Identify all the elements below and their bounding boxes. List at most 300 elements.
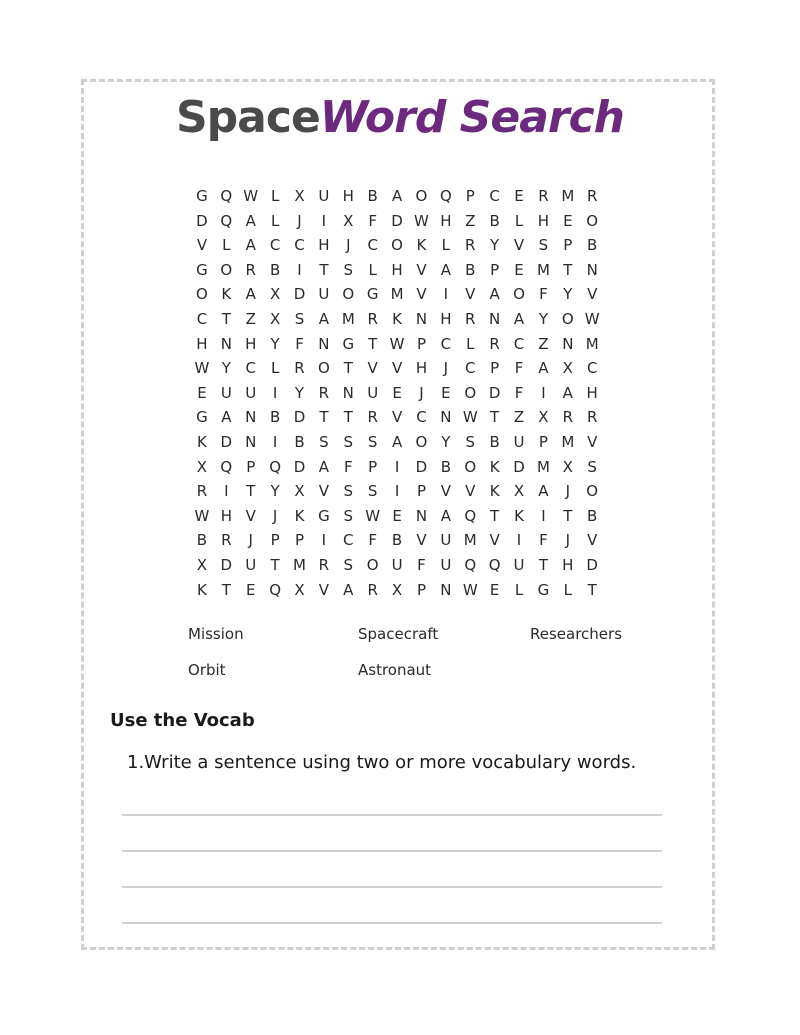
grid-letter[interactable]: V xyxy=(416,285,428,304)
grid-letter[interactable]: S xyxy=(465,432,476,451)
grid-letter[interactable]: M xyxy=(561,187,575,205)
grid-letter[interactable]: J xyxy=(565,531,571,550)
grid-letter[interactable]: W xyxy=(365,506,381,525)
grid-letter[interactable]: S xyxy=(319,432,330,451)
grid-letter[interactable]: L xyxy=(563,580,573,599)
grid-letter[interactable]: N xyxy=(562,334,574,353)
grid-letter[interactable]: H xyxy=(562,555,574,574)
grid-letter[interactable]: X xyxy=(294,187,306,205)
grid-letter[interactable]: H xyxy=(586,383,599,402)
grid-letter[interactable]: L xyxy=(222,236,232,255)
grid-letter[interactable]: V xyxy=(440,482,452,501)
grid-letter[interactable]: W xyxy=(243,187,259,205)
grid-letter[interactable]: I xyxy=(541,383,547,402)
grid-letter[interactable]: H xyxy=(440,309,452,328)
writing-line[interactable] xyxy=(122,886,662,888)
grid-letter[interactable]: I xyxy=(394,457,400,476)
grid-letter[interactable]: A xyxy=(562,383,574,402)
grid-letter[interactable]: G xyxy=(196,260,209,279)
grid-letter[interactable]: N xyxy=(440,580,452,599)
grid-letter[interactable]: R xyxy=(367,408,379,427)
grid-letter[interactable]: V xyxy=(416,531,428,550)
writing-line[interactable] xyxy=(122,922,662,924)
grid-letter[interactable]: I xyxy=(321,531,327,550)
grid-letter[interactable]: N xyxy=(342,383,355,402)
grid-letter[interactable]: K xyxy=(197,432,208,451)
grid-letter[interactable]: V xyxy=(391,359,403,378)
grid-letter[interactable]: V xyxy=(587,285,598,304)
grid-letter[interactable]: W xyxy=(462,580,479,599)
grid-letter[interactable]: M xyxy=(585,334,600,353)
grid-letter[interactable]: M xyxy=(293,555,307,574)
grid-letter[interactable]: H xyxy=(537,211,550,230)
grid-letter[interactable]: X xyxy=(538,408,550,427)
grid-letter[interactable]: P xyxy=(538,432,549,451)
grid-letter[interactable]: N xyxy=(415,506,428,525)
grid-letter[interactable]: E xyxy=(514,260,525,279)
grid-letter[interactable]: F xyxy=(368,211,378,230)
grid-letter[interactable]: B xyxy=(269,408,281,427)
grid-letter[interactable]: S xyxy=(343,432,354,451)
grid-letter[interactable]: J xyxy=(565,482,571,501)
grid-letter[interactable]: R xyxy=(294,359,306,378)
grid-letter[interactable]: C xyxy=(489,187,501,205)
grid-letter[interactable]: F xyxy=(514,359,524,378)
grid-letter[interactable]: D xyxy=(220,432,233,451)
grid-letter[interactable]: A xyxy=(440,260,452,279)
grid-letter[interactable]: I xyxy=(224,482,230,501)
grid-letter[interactable]: D xyxy=(293,285,306,304)
grid-letter[interactable]: U xyxy=(318,285,330,304)
grid-letter[interactable]: B xyxy=(587,506,598,525)
grid-letter[interactable]: H xyxy=(220,506,233,525)
grid-letter[interactable]: D xyxy=(415,457,428,476)
grid-letter[interactable]: D xyxy=(293,408,306,427)
grid-letter[interactable]: T xyxy=(343,359,354,378)
grid-letter[interactable]: I xyxy=(541,506,547,525)
grid-letter[interactable]: D xyxy=(586,555,599,574)
grid-letter[interactable]: R xyxy=(586,187,598,205)
grid-letter[interactable]: C xyxy=(269,236,281,255)
grid-letter[interactable]: Y xyxy=(270,482,281,501)
grid-letter[interactable]: Y xyxy=(490,236,500,255)
grid-letter[interactable]: A xyxy=(245,211,257,230)
grid-letter[interactable]: D xyxy=(196,211,209,230)
grid-letter[interactable]: N xyxy=(415,309,428,328)
grid-letter[interactable]: I xyxy=(297,260,303,279)
grid-letter[interactable]: O xyxy=(220,260,233,279)
grid-letter[interactable]: G xyxy=(196,187,209,205)
grid-letter[interactable]: M xyxy=(561,432,575,451)
grid-letter[interactable]: N xyxy=(245,432,257,451)
grid-letter[interactable]: Q xyxy=(488,555,502,574)
grid-letter[interactable]: P xyxy=(416,580,427,599)
word-list-item: Astronaut xyxy=(358,661,432,679)
grid-letter[interactable]: U xyxy=(513,432,526,451)
grid-letter[interactable]: L xyxy=(441,236,451,255)
grid-letter[interactable]: R xyxy=(245,260,257,279)
grid-letter[interactable]: P xyxy=(490,359,500,378)
grid-letter[interactable]: A xyxy=(538,359,550,378)
grid-letter[interactable]: T xyxy=(246,482,256,501)
grid-letter[interactable]: A xyxy=(538,482,550,501)
grid-letter[interactable]: H xyxy=(391,260,404,279)
grid-letter[interactable]: L xyxy=(514,580,524,599)
grid-letter[interactable]: C xyxy=(416,408,428,427)
grid-letter[interactable]: V xyxy=(318,482,330,501)
grid-letter[interactable]: Y xyxy=(538,309,549,328)
grid-letter[interactable]: L xyxy=(466,334,475,353)
grid-letter[interactable]: K xyxy=(294,506,305,525)
grid-letter[interactable]: A xyxy=(318,309,330,328)
grid-letter[interactable]: T xyxy=(319,260,329,279)
grid-letter[interactable]: T xyxy=(538,555,549,574)
grid-letter[interactable]: H xyxy=(245,334,257,353)
grid-letter[interactable]: R xyxy=(196,482,208,501)
grid-letter[interactable]: J xyxy=(346,236,351,255)
grid-letter[interactable]: F xyxy=(417,555,427,574)
grid-letter[interactable]: X xyxy=(562,457,574,476)
grid-letter[interactable]: T xyxy=(343,408,354,427)
grid-letter[interactable]: P xyxy=(246,457,256,476)
grid-letter[interactable]: M xyxy=(536,457,551,476)
grid-letter[interactable]: E xyxy=(392,383,403,402)
grid-letter[interactable]: U xyxy=(367,383,379,402)
grid-letter[interactable]: O xyxy=(586,211,599,230)
grid-letter[interactable]: N xyxy=(245,408,257,427)
grid-letter[interactable]: C xyxy=(343,531,355,550)
grid-letter[interactable]: K xyxy=(197,580,208,599)
grid-letter[interactable]: A xyxy=(245,285,257,304)
grid-letter[interactable]: S xyxy=(343,555,354,574)
grid-letter[interactable]: Q xyxy=(464,555,477,574)
grid-letter[interactable]: R xyxy=(318,555,330,574)
grid-letter[interactable]: V xyxy=(513,236,525,255)
grid-letter[interactable]: J xyxy=(419,383,425,402)
grid-letter[interactable]: X xyxy=(294,580,306,599)
grid-letter[interactable]: V xyxy=(465,285,476,304)
grid-letter[interactable]: U xyxy=(220,383,233,402)
grid-letter[interactable]: X xyxy=(269,309,281,328)
grid-letter[interactable]: U xyxy=(245,555,257,574)
grid-letter[interactable]: T xyxy=(563,506,573,525)
grid-letter[interactable]: J xyxy=(443,359,449,378)
grid-letter[interactable]: R xyxy=(489,334,501,353)
grid-letter[interactable]: Z xyxy=(465,211,476,230)
grid-letter[interactable]: G xyxy=(366,285,379,304)
grid-letter[interactable]: P xyxy=(490,260,500,279)
grid-letter[interactable]: K xyxy=(416,236,427,255)
vocab-heading: Use the Vocab xyxy=(110,710,255,731)
grid-letter[interactable]: B xyxy=(294,432,306,451)
grid-letter[interactable]: C xyxy=(367,236,379,255)
grid-letter[interactable]: E xyxy=(489,580,500,599)
grid-letter[interactable]: Q xyxy=(220,187,233,205)
grid-letter[interactable]: S xyxy=(343,482,354,501)
grid-letter[interactable]: H xyxy=(318,236,331,255)
grid-letter[interactable]: B xyxy=(196,531,208,550)
grid-letter[interactable]: O xyxy=(196,285,209,304)
grid-letter[interactable]: D xyxy=(513,457,526,476)
grid-letter[interactable]: P xyxy=(294,531,305,550)
grid-letter[interactable]: C xyxy=(465,359,476,378)
grid-letter[interactable]: P xyxy=(416,334,427,353)
grid-letter[interactable]: T xyxy=(587,580,598,599)
grid-letter[interactable]: I xyxy=(272,383,278,402)
grid-letter[interactable]: I xyxy=(394,482,400,501)
grid-letter[interactable]: R xyxy=(221,531,233,550)
word-list-item: Spacecraft xyxy=(358,625,439,643)
grid-letter[interactable]: X xyxy=(196,457,208,476)
grid-letter[interactable]: V xyxy=(391,408,403,427)
grid-letter[interactable]: W xyxy=(584,309,601,328)
grid-letter[interactable]: K xyxy=(392,309,403,328)
grid-letter[interactable]: V xyxy=(587,432,598,451)
grid-letter[interactable]: O xyxy=(415,187,428,205)
word-list-item: Mission xyxy=(188,625,244,643)
grid-letter[interactable]: X xyxy=(391,580,403,599)
grid-letter[interactable]: J xyxy=(297,211,303,230)
grid-letter[interactable]: H xyxy=(440,211,452,230)
page-title xyxy=(0,92,800,143)
grid-letter[interactable]: F xyxy=(539,531,549,550)
grid-letter[interactable]: I xyxy=(443,285,449,304)
grid-letter[interactable]: T xyxy=(221,309,232,328)
grid-letter[interactable]: M xyxy=(536,260,551,279)
grid-letter[interactable]: S xyxy=(587,457,598,476)
grid-letter[interactable]: V xyxy=(489,531,501,550)
grid-letter[interactable]: D xyxy=(391,211,404,230)
grid-letter[interactable]: E xyxy=(245,580,256,599)
grid-letter[interactable]: N xyxy=(220,334,233,353)
grid-letter[interactable]: M xyxy=(341,309,356,328)
grid-letter[interactable]: Y xyxy=(563,285,573,304)
grid-letter[interactable]: X xyxy=(196,555,208,574)
grid-letter[interactable]: T xyxy=(270,555,281,574)
grid-letter[interactable]: T xyxy=(563,260,573,279)
grid-letter[interactable]: P xyxy=(465,187,476,205)
grid-letter[interactable]: V xyxy=(465,482,476,501)
grid-letter[interactable]: U xyxy=(513,555,526,574)
grid-letter[interactable]: E xyxy=(392,506,403,525)
grid-letter[interactable]: S xyxy=(538,236,549,255)
grid-letter[interactable]: P xyxy=(416,482,427,501)
grid-letter[interactable]: G xyxy=(537,580,550,599)
grid-letter[interactable]: Q xyxy=(220,211,233,230)
grid-letter[interactable]: P xyxy=(563,236,573,255)
grid-letter[interactable]: E xyxy=(441,383,452,402)
grid-letter[interactable]: T xyxy=(490,408,500,427)
grid-letter[interactable]: A xyxy=(440,506,452,525)
grid-letter[interactable]: B xyxy=(440,457,452,476)
grid-letter[interactable]: S xyxy=(294,309,305,328)
grid-letter[interactable]: L xyxy=(270,359,280,378)
writing-line[interactable] xyxy=(122,814,662,816)
grid-letter[interactable]: E xyxy=(514,187,525,205)
grid-letter[interactable]: B xyxy=(391,531,403,550)
grid-letter[interactable]: T xyxy=(490,506,500,525)
grid-letter[interactable]: X xyxy=(294,482,306,501)
grid-letter[interactable]: H xyxy=(196,334,209,353)
grid-letter[interactable]: L xyxy=(514,211,524,230)
grid-letter[interactable]: C xyxy=(196,309,208,328)
grid-letter[interactable]: A xyxy=(343,580,354,599)
grid-letter[interactable]: H xyxy=(342,187,355,205)
grid-letter[interactable]: E xyxy=(197,383,208,402)
grid-letter[interactable]: D xyxy=(220,555,233,574)
grid-letter[interactable]: F xyxy=(539,285,549,304)
grid-letter[interactable]: O xyxy=(317,359,331,378)
grid-letter[interactable]: C xyxy=(245,359,257,378)
grid-letter[interactable]: R xyxy=(367,309,379,328)
grid-letter[interactable]: W xyxy=(414,211,430,230)
grid-letter[interactable]: T xyxy=(368,334,378,353)
grid-letter[interactable]: Z xyxy=(538,334,550,353)
grid-letter[interactable]: N xyxy=(318,334,331,353)
grid-letter[interactable]: W xyxy=(194,359,210,378)
letter-grid xyxy=(190,184,605,602)
grid-letter[interactable]: S xyxy=(367,432,378,451)
grid-letter[interactable]: F xyxy=(368,531,378,550)
grid-letter[interactable]: B xyxy=(269,260,281,279)
grid-letter[interactable]: N xyxy=(489,309,501,328)
grid-letter[interactable]: V xyxy=(196,236,208,255)
grid-letter[interactable]: T xyxy=(319,408,329,427)
grid-letter[interactable]: V xyxy=(587,531,598,550)
grid-letter[interactable]: Q xyxy=(464,506,477,525)
grid-letter[interactable]: U xyxy=(318,187,330,205)
grid-letter[interactable]: Y xyxy=(441,432,451,451)
grid-letter[interactable]: R xyxy=(562,408,574,427)
grid-letter[interactable]: G xyxy=(196,408,209,427)
grid-letter[interactable]: O xyxy=(366,555,380,574)
grid-letter[interactable]: W xyxy=(389,334,405,353)
grid-letter[interactable]: R xyxy=(318,383,330,402)
grid-letter[interactable]: K xyxy=(514,506,525,525)
grid-letter[interactable]: M xyxy=(463,531,478,550)
grid-letter[interactable]: X xyxy=(343,211,354,230)
title-space: Space xyxy=(175,92,320,143)
grid-letter[interactable]: T xyxy=(221,580,232,599)
grid-letter[interactable]: S xyxy=(343,506,354,525)
grid-letter[interactable]: M xyxy=(390,285,405,304)
grid-letter[interactable]: R xyxy=(367,580,379,599)
grid-letter[interactable]: N xyxy=(586,260,599,279)
grid-letter[interactable]: Z xyxy=(513,408,525,427)
grid-letter[interactable]: X xyxy=(513,482,525,501)
grid-letter[interactable]: O xyxy=(464,383,477,402)
grid-letter[interactable]: D xyxy=(488,383,501,402)
grid-letter[interactable]: V xyxy=(318,580,330,599)
grid-letter[interactable]: F xyxy=(295,334,305,353)
grid-letter[interactable]: F xyxy=(343,457,354,476)
grid-letter[interactable]: O xyxy=(464,457,477,476)
grid-letter[interactable]: A xyxy=(245,236,257,255)
grid-letter[interactable]: V xyxy=(245,506,257,525)
grid-letter[interactable]: U xyxy=(391,555,404,574)
grid-letter[interactable]: Q xyxy=(439,187,453,205)
grid-letter[interactable]: B xyxy=(489,211,501,230)
grid-letter[interactable]: X xyxy=(269,285,281,304)
grid-letter[interactable]: O xyxy=(586,482,599,501)
grid-letter[interactable]: S xyxy=(343,260,354,279)
grid-letter[interactable]: K xyxy=(489,482,501,501)
grid-letter[interactable]: A xyxy=(391,432,403,451)
grid-letter[interactable]: A xyxy=(489,285,501,304)
grid-letter[interactable]: S xyxy=(367,482,378,501)
grid-letter[interactable]: P xyxy=(368,457,378,476)
grid-letter[interactable]: B xyxy=(465,260,476,279)
grid-letter[interactable]: B xyxy=(587,236,598,255)
grid-letter[interactable]: R xyxy=(538,187,550,205)
grid-letter[interactable]: K xyxy=(221,285,232,304)
grid-letter[interactable]: A xyxy=(221,408,232,427)
grid-letter[interactable]: D xyxy=(293,457,306,476)
grid-letter[interactable]: V xyxy=(367,359,379,378)
grid-letter[interactable]: A xyxy=(391,187,403,205)
grid-letter[interactable]: A xyxy=(318,457,330,476)
grid-letter[interactable]: Q xyxy=(269,580,282,599)
writing-line[interactable] xyxy=(122,850,662,852)
grid-letter[interactable]: C xyxy=(586,359,598,378)
grid-letter[interactable]: L xyxy=(270,187,280,205)
grid-letter[interactable]: C xyxy=(513,334,525,353)
grid-letter[interactable]: O xyxy=(415,432,428,451)
grid-letter[interactable]: X xyxy=(562,359,574,378)
grid-letter[interactable]: C xyxy=(294,236,306,255)
grid-letter[interactable]: Q xyxy=(220,457,233,476)
grid-letter[interactable]: Y xyxy=(221,359,232,378)
grid-letter[interactable]: Y xyxy=(294,383,305,402)
grid-letter[interactable]: L xyxy=(270,211,280,230)
grid-letter[interactable]: G xyxy=(318,506,331,525)
grid-letter[interactable]: N xyxy=(440,408,452,427)
grid-letter[interactable]: B xyxy=(367,187,379,205)
grid-letter[interactable]: W xyxy=(462,408,479,427)
grid-letter[interactable]: F xyxy=(514,383,524,402)
grid-letter[interactable]: Z xyxy=(245,309,257,328)
grid-letter[interactable]: U xyxy=(245,383,257,402)
grid-letter[interactable]: H xyxy=(415,359,428,378)
grid-letter[interactable]: W xyxy=(194,506,210,525)
grid-letter[interactable]: R xyxy=(586,408,598,427)
grid-letter[interactable]: R xyxy=(465,236,476,255)
grid-letter[interactable]: A xyxy=(513,309,525,328)
grid-letter[interactable]: O xyxy=(513,285,526,304)
grid-letter[interactable]: O xyxy=(342,285,355,304)
grid-letter[interactable]: E xyxy=(563,211,574,230)
grid-letter[interactable]: V xyxy=(416,260,428,279)
grid-letter[interactable]: J xyxy=(272,506,278,525)
grid-letter[interactable]: U xyxy=(440,555,452,574)
grid-letter[interactable]: P xyxy=(270,531,281,550)
grid-letter[interactable]: Y xyxy=(270,334,281,353)
grid-letter[interactable]: I xyxy=(321,211,327,230)
grid-letter[interactable]: I xyxy=(516,531,522,550)
grid-letter[interactable]: O xyxy=(391,236,404,255)
grid-letter[interactable]: K xyxy=(489,457,501,476)
grid-letter[interactable]: U xyxy=(440,531,452,550)
grid-letter[interactable]: I xyxy=(272,432,278,451)
grid-letter[interactable]: O xyxy=(561,309,575,328)
grid-letter[interactable]: J xyxy=(248,531,254,550)
grid-letter[interactable]: G xyxy=(342,334,355,353)
grid-letter[interactable]: Q xyxy=(269,457,282,476)
grid-letter[interactable]: C xyxy=(440,334,452,353)
grid-letter[interactable]: L xyxy=(368,260,378,279)
grid-letter[interactable]: R xyxy=(465,309,476,328)
grid-letter[interactable]: B xyxy=(489,432,501,451)
